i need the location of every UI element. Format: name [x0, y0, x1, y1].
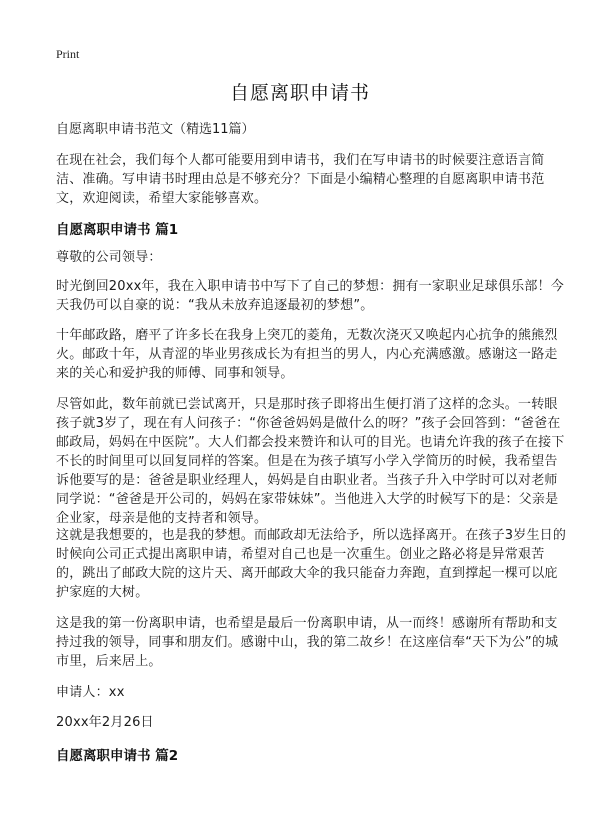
body-paragraph-1: 时光倒回20xx年，我在入职申请书中写下了自己的梦想：拥有一家职业足球俱乐部！今天我仍可以自豪的说：“我从未放弃追逐最初的梦想”。 [56, 279, 564, 313]
section-heading-1: 自愿离职申请书 篇1 [56, 222, 179, 238]
body-paragraph-2: 十年邮政路，磨平了许多长在我身上突兀的菱角，无数次浇灭又唤起内心抗争的熊熊烈火。邮政十年，从青涩的毕业男孩成长为有担当的男人，内心充满感激。感谢这一路走来的关心和爱护我的师傅、同事和领导。 [56, 328, 558, 381]
body-paragraph-4: 这就是我想要的，也是我的梦想。而邮政却无法给予，所以选择离开。在孩子3岁生日的时候向公司正式提出离职申请，希望对自己也是一次重生。创业之路必将是异常艰苦的，跳出了邮政大院的这片天、离开邮政大伞的我只能奋力奔跑，直到撑起一棵可以庇护家庭的大树。 [56, 528, 567, 600]
salutation: 尊敬的公司领导： [56, 250, 162, 265]
document-title: 自愿离职申请书 [229, 82, 370, 104]
print-label: Print [56, 47, 80, 61]
body-paragraph-5: 这是我的第一份离职申请，也希望是最后一份离职申请，从一而终！感谢所有帮助和支持过我的领导，同事和朋友们。感谢中山，我的第二故乡！在这座信奉“天下为公”的城市里，后来居上。 [56, 616, 559, 669]
intro-paragraph: 在现在社会，我们每个人都可能要用到申请书，我们在写申请书的时候要注意语言简洁、准确。写申请书时理由总是不够充分？下面是小编精心整理的自愿离职申请书范文，欢迎阅读，希望大家能够喜欢。 [56, 153, 545, 206]
document-subtitle: 自愿离职申请书范文（精选11篇） [56, 122, 255, 137]
body-paragraph-3: 尽管如此，数年前就已尝试离开，只是那时孩子即将出生便打消了这样的念头。一转眼孩子就3岁了，现在有人问孩子：“你爸爸妈妈是做什么的呀？”孩子会回答到：“爸爸在邮政局，妈妈在中医院”。大人们都会投来赞许和认可的目光。也请允许我的孩子在接下不长的时间里可以回复同样的答案。但是在为孩子填写小学入学简历的时候，我希望告诉他要写的是：爸爸是职业经理人，妈妈是自由职业者。当孩子升入中学时可以对老师同学说：“爸爸是开公司的，妈妈在家带妹妹”。当他进入大学的时候写下的是：父亲是企业家，母亲是他的支持者和领导。 [56, 397, 565, 526]
applicant-line: 申请人：xx [56, 685, 125, 700]
section-heading-2: 自愿离职申请书 篇2 [56, 748, 179, 764]
date-line: 20xx年2月26日 [56, 715, 154, 730]
